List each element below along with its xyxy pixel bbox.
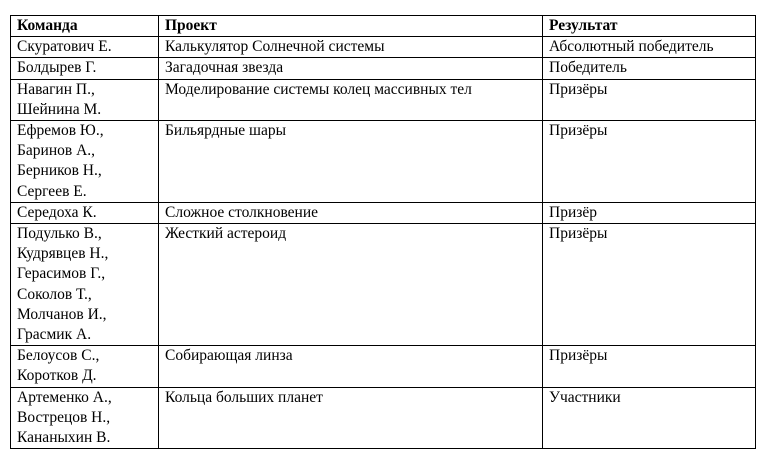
team-member: Ефремов Ю., xyxy=(17,122,104,140)
team-cell xyxy=(11,224,159,346)
team-member: Вострецов Н., xyxy=(17,408,111,426)
team-cell xyxy=(11,121,159,203)
team-member: Грасмик А. xyxy=(17,326,92,344)
result-cell: Призёры xyxy=(543,346,756,387)
table-row xyxy=(11,121,756,203)
result-cell: Абсолютный победитель xyxy=(543,37,756,58)
project-cell: Моделирование системы колец массивных тел xyxy=(159,79,543,120)
team-member: Герасимов Г., xyxy=(17,265,106,283)
team-member: Артеменко А., xyxy=(17,388,112,406)
table-row xyxy=(11,346,756,387)
project-cell: Жесткий астероид xyxy=(159,224,543,346)
team-member: Коротков Д. xyxy=(17,367,97,385)
team-member: Белоусов С., xyxy=(17,347,100,365)
header-row xyxy=(11,16,756,37)
team-member: Навагин П., xyxy=(17,80,95,98)
header-project: Проект xyxy=(159,16,543,37)
project-cell: Сложное столкновение xyxy=(159,202,543,223)
result-cell: Призёры xyxy=(543,224,756,346)
team-member: Сергеев Е. xyxy=(17,182,87,200)
team-member: Скуратович Е. xyxy=(17,38,112,56)
table-row xyxy=(11,387,756,449)
team-member: Берников Н., xyxy=(17,162,102,180)
project-cell: Калькулятор Солнечной системы xyxy=(159,37,543,58)
header-team: Команда xyxy=(11,16,159,37)
project-cell: Собирающая линза xyxy=(159,346,543,387)
team-cell xyxy=(11,58,159,79)
team-cell xyxy=(11,202,159,223)
table-row xyxy=(11,224,756,346)
team-member: Баринов А., xyxy=(17,142,96,160)
team-cell xyxy=(11,37,159,58)
result-cell: Призёр xyxy=(543,202,756,223)
result-cell: Призёры xyxy=(543,121,756,203)
team-member: Болдырев Г. xyxy=(17,59,97,77)
team-cell xyxy=(11,79,159,120)
header-result: Результат xyxy=(543,16,756,37)
team-member: Шейнина М. xyxy=(17,100,102,118)
table-row xyxy=(11,58,756,79)
project-cell: Кольца больших планет xyxy=(159,387,543,449)
table-row xyxy=(11,202,756,223)
project-cell: Загадочная звезда xyxy=(159,58,543,79)
result-cell: Победитель xyxy=(543,58,756,79)
team-member: Подулько В., xyxy=(17,225,102,243)
table-row xyxy=(11,37,756,58)
team-member: Кудрявцев Н., xyxy=(17,245,109,263)
results-table xyxy=(10,15,756,449)
result-cell: Участники xyxy=(543,387,756,449)
team-member: Середоха К. xyxy=(17,203,97,221)
result-cell: Призёры xyxy=(543,79,756,120)
team-cell xyxy=(11,387,159,449)
project-cell: Бильярдные шары xyxy=(159,121,543,203)
team-cell xyxy=(11,346,159,387)
team-member: Соколов Т., xyxy=(17,285,92,303)
table-row xyxy=(11,79,756,120)
team-member: Молчанов И., xyxy=(17,305,107,323)
team-member: Кананыхин В. xyxy=(17,429,111,447)
